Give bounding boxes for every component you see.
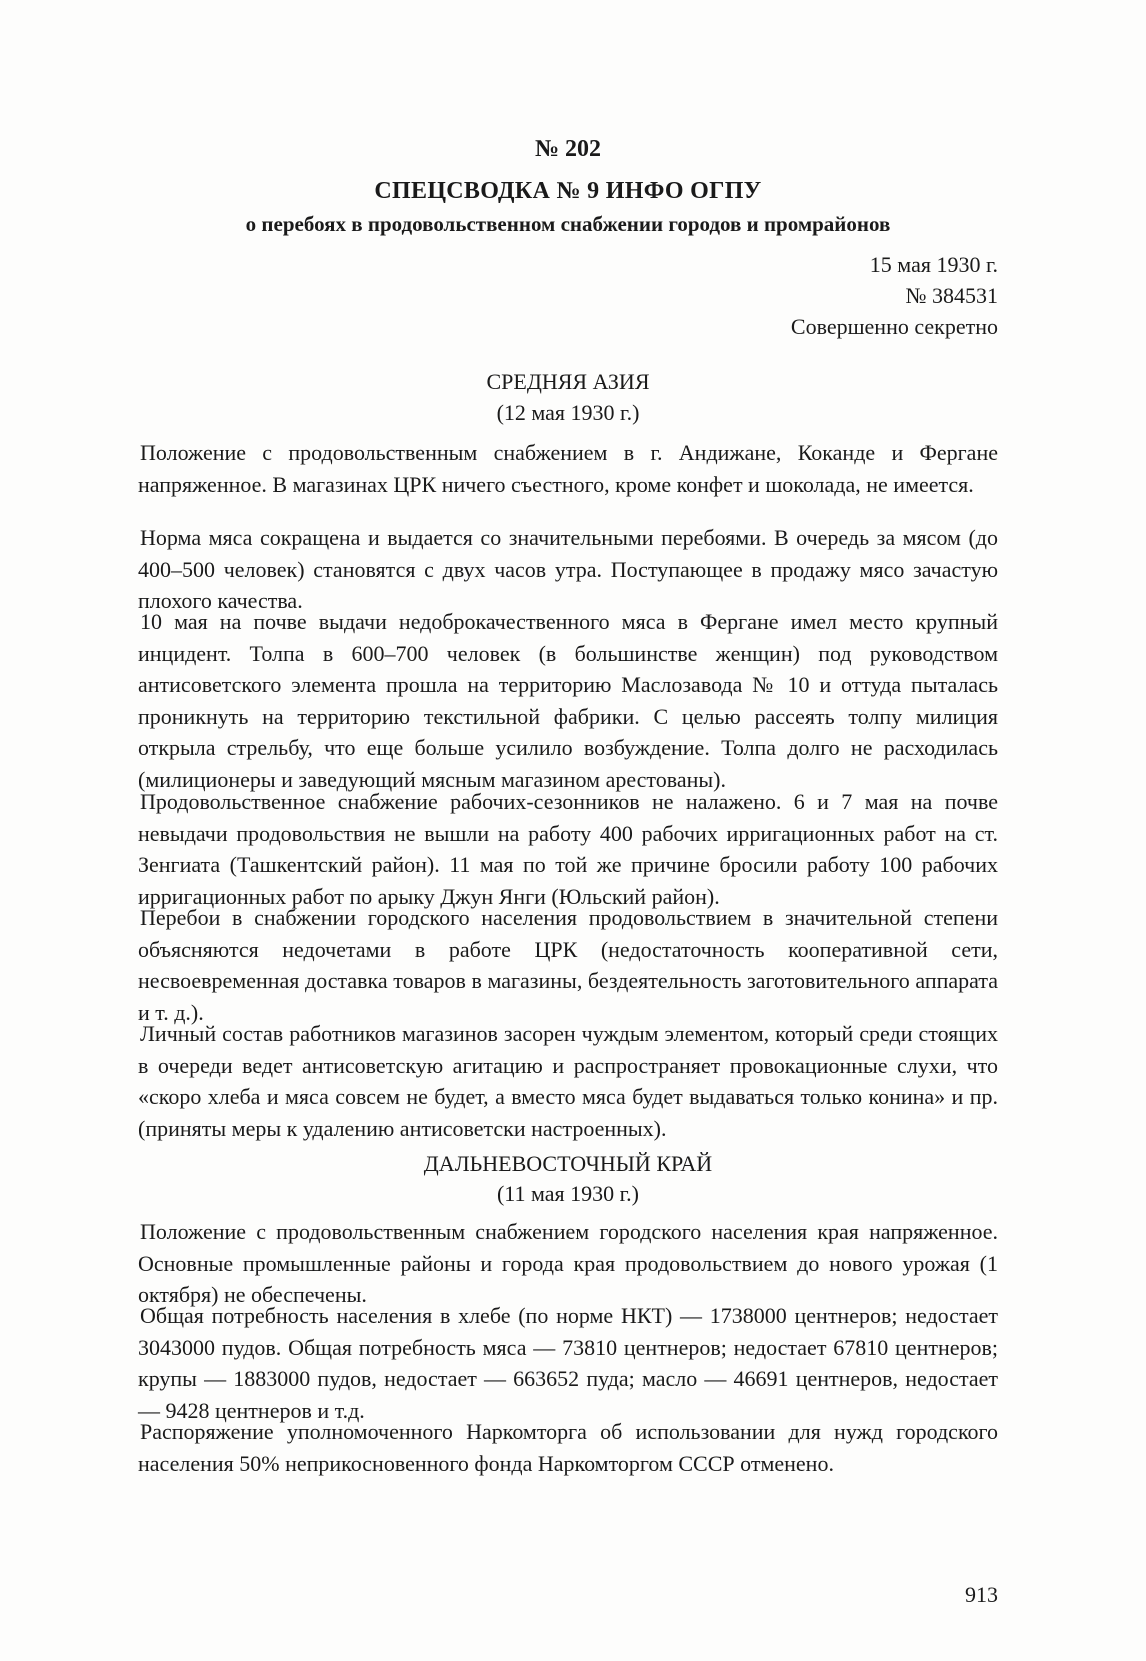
section-date: (12 мая 1930 г.) xyxy=(496,400,640,425)
document-subtitle: о перебоях в продовольственном снабжении городов и промрайонов xyxy=(245,212,891,236)
document-date: 15 мая 1930 г. xyxy=(869,252,998,277)
document-number: № 202 xyxy=(534,136,602,162)
paragraph: Перебои в снабжении городского населения продовольствием в значительной степени объясняются недочетами в работе ЦРК (недостаточность кооперативной сети, несвоевременная доставка товаров в магазины, бездеятельность заготовительного аппарата и т. д.). xyxy=(138,905,998,1025)
section-date: (11 мая 1930 г.) xyxy=(496,1181,640,1206)
section-region-heading: СРЕДНЯЯ АЗИЯ xyxy=(486,369,650,394)
paragraph: 10 мая на почве выдачи недоброкачественного мяса в Фергане имел место крупный инцидент. Толпа в 600–700 человек (в большинстве женщин) под руководством антисоветского элемента прошла на территорию Маслозавода № 10 и оттуда пыталась проникнуть на территорию текстильной фабрики. С целью рассеять толпу милиция открыла стрельбу, что еще больше усилило возбуждение. Толпа долго не расходилась (милиционеры и заведующий мясным магазином арестованы). xyxy=(138,609,998,792)
classification-stamp: Совершенно секретно xyxy=(790,314,998,339)
paragraph: Положение с продовольственным снабжением городского населения края напряженное. Основные промышленные районы и города края продовольствием до нового урожая (1 октября) не обеспечены. xyxy=(138,1219,998,1307)
paragraph: Личный состав работников магазинов засорен чуждым элементом, который среди стоящих в очереди ведет антисоветскую агитацию и распространяет провокационные слухи, что «скоро хлеба и мяса совсем не будет, а вместо мяса будет выдаваться только конина» и пр. (приняты меры к удалению антисоветски настроенных). xyxy=(138,1021,998,1141)
paragraph: Норма мяса сокращена и выдается со значительными перебоями. В очередь за мясом (до 400–500 человек) становятся с двух часов утра. Поступающее в продажу мясо зачастую плохого качества. xyxy=(138,525,998,613)
paragraph: Продовольственное снабжение рабочих-сезонников не налажено. 6 и 7 мая на почве невыдачи продовольствия не вышли на работу 400 рабочих ирригационных работ на ст. Зенгиата (Ташкентский район). 11 мая по той же причине бросили работу 100 рабочих ирригационных работ по арыку Джун Янги (Юльский район). xyxy=(138,789,998,909)
document-title: СПЕЦСВОДКА № 9 ИНФО ОГПУ xyxy=(374,178,762,204)
paragraph: Распоряжение уполномоченного Наркомторга об использовании для нужд городского населения 50% неприкосновенного фонда Наркомторгом СССР отменено. xyxy=(138,1419,998,1476)
paragraph: Положение с продовольственным снабжением в г. Андижане, Коканде и Фергане напряженное. В магазинах ЦРК ничего съестного, кроме конфет и шоколада, не имеется. xyxy=(138,440,998,497)
registration-number: № 384531 xyxy=(905,283,998,308)
section-region-heading: ДАЛЬНЕВОСТОЧНЫЙ КРАЙ xyxy=(423,1151,713,1176)
paragraph: Общая потребность населения в хлебе (по норме НКТ) — 1738000 центнеров; недостает 3043000 пудов. Общая потребность мяса — 73810 центнеров; недостает 67810 центнеров; крупы — 1883000 пудов, недостает — 663652 пуда; масло — 46691 центнеров, недостает — 9428 центнеров и т.д. xyxy=(138,1303,998,1423)
page-number: 913 xyxy=(965,1582,998,1607)
